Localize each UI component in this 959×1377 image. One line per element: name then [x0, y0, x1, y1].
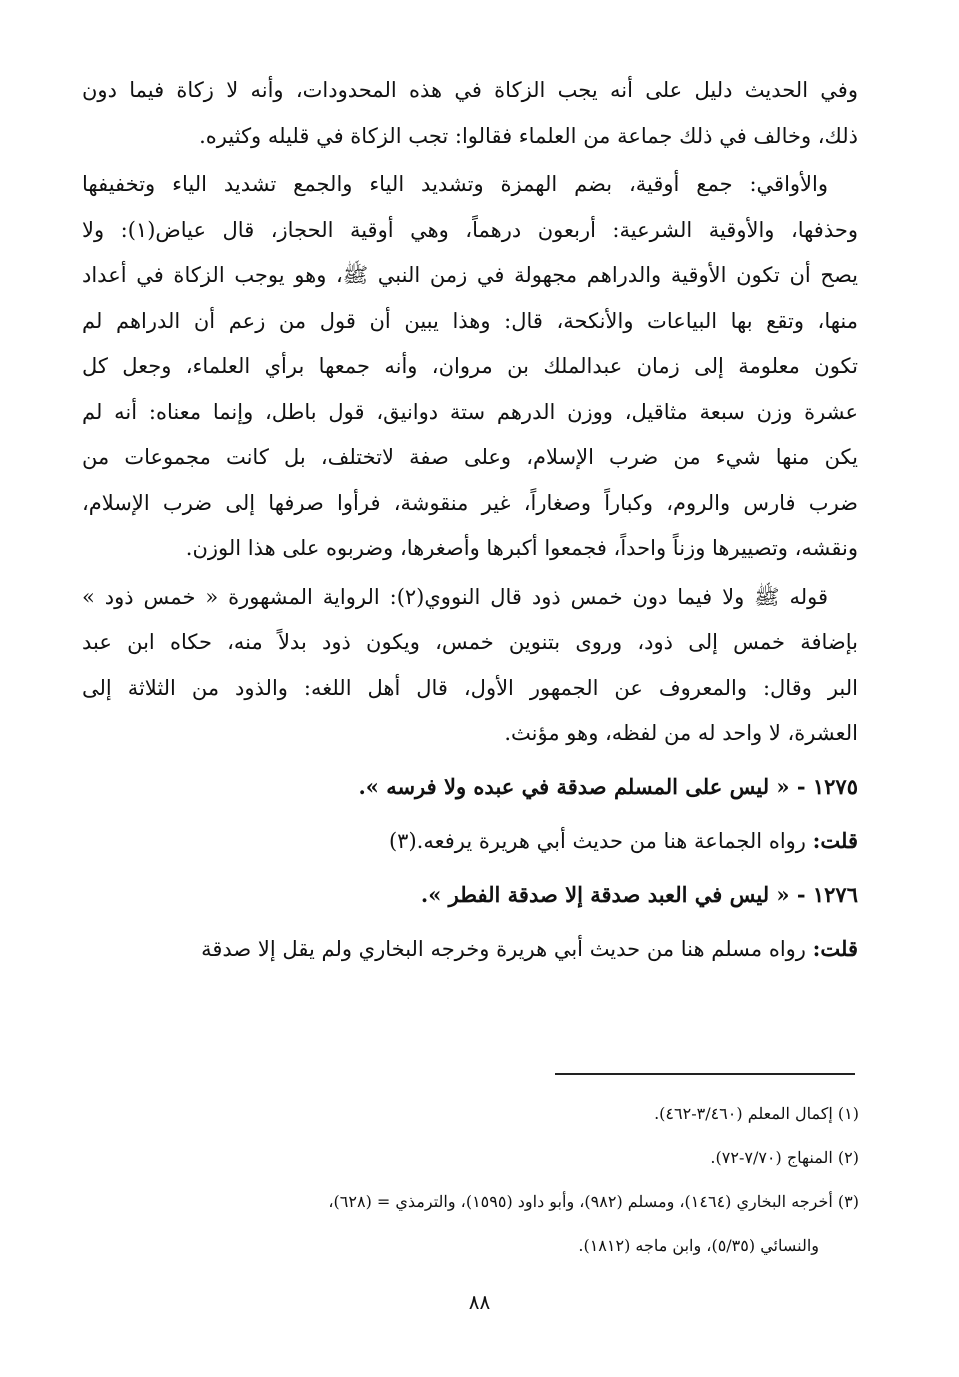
- hadith-1275: ١٢٧٥ - « ليس على المسلم صدقة في عبده ولا فرسه ».: [358, 773, 858, 799]
- hadith-1276: ١٢٧٦ - « ليس في العبد صدقة إلا صدقة الفطر ».: [420, 881, 858, 907]
- qult-1276: [82, 922, 858, 976]
- footnote-2: (٢) المنهاج (٧/٧٠-٧٢).: [710, 1148, 859, 1167]
- text-line: ذلك، وخالف في ذلك جماعة من العلماء فقالوا: تجب الزكاة في قليله وكثيره.: [199, 123, 858, 148]
- text-line: وفي الحديث دليل على أنه يجب الزكاة في هذه المحدودات، وأنه لا زكاة فيما دون: [82, 78, 858, 102]
- footnotes: [82, 1092, 859, 1268]
- text-line: ونقشه، وتصييرها وزناً واحداً، فجمعوا أكبرها وأصغرها، وضربوه على هذا الوزن.: [185, 536, 858, 560]
- text-line: ضرب فارس والروم، وكباراً وصغاراً، غير منقوشة، فرأوا صرفها إلى ضرب الإسلام،: [82, 490, 858, 515]
- qult-1275: [82, 814, 858, 868]
- text-line: يصح أن تكون الأوقية والدراهم مجهولة في زمن النبي ﷺ، وهو يوجب الزكاة في أعداد: [82, 263, 858, 287]
- paragraph-3: [82, 575, 858, 757]
- qult-text: رواه مسلم هنا من حديث أبي هريرة وخرجه البخاري ولم يقل إلا صدقة: [201, 936, 806, 961]
- text-line: العشرة، لا واحد له من لفظه، وهو مؤنث.: [504, 721, 858, 745]
- qult-label: قلت:: [812, 827, 858, 853]
- qult-label: قلت:: [812, 935, 858, 961]
- text-line: بإضافة خمس إلى ذود، وروى بتنوين خمس، ويكون ذود بدلاً منه، حكاه ابن عبد: [82, 630, 858, 654]
- footnote-3-continued: والنسائي (٥/٣٥)، وابن ماجه (١٨١٢).: [578, 1236, 819, 1255]
- page-number: ٨٨: [468, 1290, 491, 1314]
- footnote-1: (١) إكمال المعلم (٣/٤٦٠-٤٦٢).: [654, 1104, 859, 1123]
- text-line: منها، وتقع بها البياعات والأنكحة، قال: وهذا يبين أن قول من زعم أن الدراهم لم: [82, 308, 858, 333]
- paragraph-1: [82, 68, 858, 159]
- footnote-3: (٣) أخرجه البخاري (١٤٦٤)، ومسلم (٩٨٢)، وأبو داود (١٥٩٥)، والترمذي = (٦٢٨)،: [328, 1192, 859, 1211]
- qult-text: رواه الجماعة هنا من حديث أبي هريرة يرفعه.(٣): [388, 828, 806, 853]
- text-line: والأواقي: جمع أوقية، بضم الهمزة وتشديد الياء والجمع تشديد الياء وتخفيفها: [82, 172, 828, 196]
- text-line: تكون معلومة إلى زمان عبدالملك بن مروان، وأنه جمعها برأي العلماء، وجعل كل: [82, 354, 858, 378]
- text-line: عشرة وزن سبعة مثاقيل، ووزن الدرهم ستة دوانيق، قول باطل، وإنما معناه: أنه لم: [82, 399, 858, 424]
- text-line: وحذفها، والأوقية الشرعية: أربعون درهماً، وهي أوقية الحجاز، قال عياض(١): ولا: [82, 217, 858, 242]
- footnote-separator: [555, 1073, 855, 1075]
- text-line: قوله ﷺ ولا فيما دون خمس ذود قال النووي(٢): الرواية المشهورة « خمس ذود »: [82, 584, 828, 609]
- text-line: البر وقال: والمعروف عن الجمهور الأول، قال أهل اللغه: والذود من الثلاثة إلى: [82, 675, 858, 700]
- text-line: يكن منها شيء من ضرب الإسلام، وعلى صفة لاتختلف، بل كانت مجموعات من: [82, 445, 858, 469]
- paragraph-2: [82, 162, 858, 572]
